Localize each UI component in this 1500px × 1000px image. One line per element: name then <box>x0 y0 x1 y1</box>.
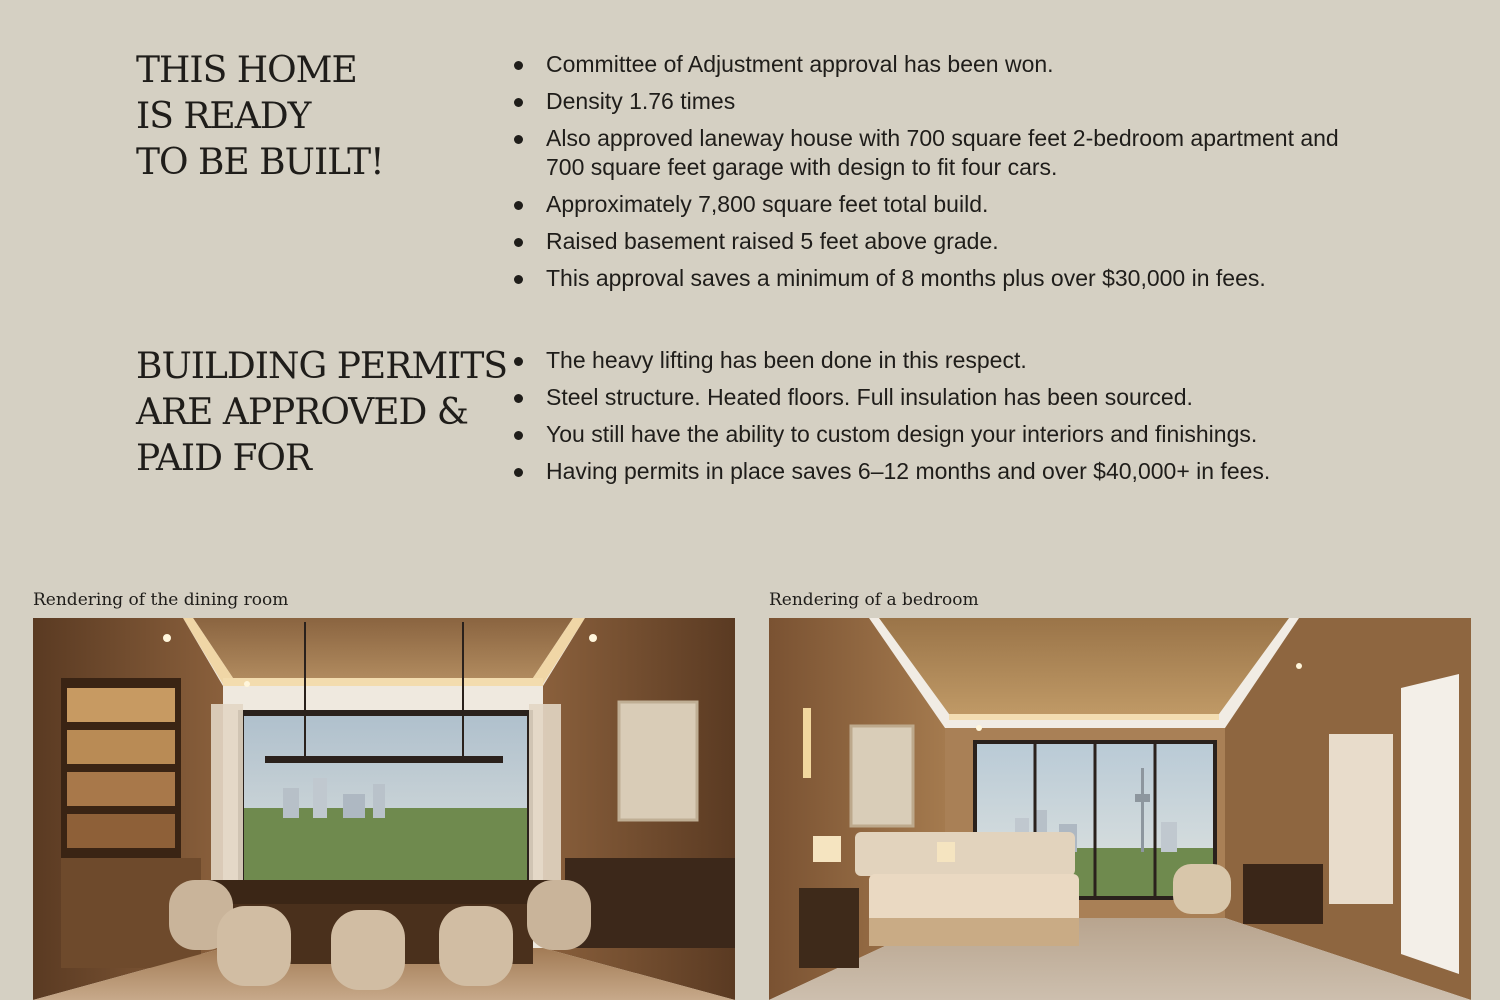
section-heading-permits <box>136 344 507 482</box>
heading-line: BUILDING PERMITS <box>136 346 508 387</box>
bullet-item: Approximately 7,800 square feet total build. <box>512 190 1412 219</box>
heading-line: ARE APPROVED & <box>136 392 468 433</box>
bullet-item: The heavy lifting has been done in this respect. <box>512 346 1412 375</box>
permits-bullet-list <box>512 346 1412 494</box>
bullet-item: Committee of Adjustment approval has been won. <box>512 50 1412 79</box>
bullet-item: Having permits in place saves 6–12 months and over $40,000+ in fees. <box>512 457 1412 486</box>
dining-room-image <box>33 618 735 1000</box>
bullet-item: Steel structure. Heated floors. Full insulation has been sourced. <box>512 383 1412 412</box>
bedroom-caption: Rendering of a bedroom <box>769 590 979 610</box>
heading-line: IS READY <box>136 96 311 137</box>
bullet-item: Density 1.76 times <box>512 87 1412 116</box>
section-building-permits <box>0 344 1500 504</box>
approval-bullet-list <box>512 50 1412 301</box>
dining-room-caption: Rendering of the dining room <box>33 590 289 610</box>
bullet-item: Also approved laneway house with 700 square feet 2-bedroom apartment and 700 square feet garage with design to fit four cars. <box>512 124 1366 182</box>
heading-line: TO BE BUILT! <box>136 142 384 183</box>
section-heading-ready <box>136 48 384 186</box>
bullet-item: This approval saves a minimum of 8 months plus over $30,000 in fees. <box>512 264 1412 293</box>
bullet-item: Raised basement raised 5 feet above grade. <box>512 227 1412 256</box>
heading-line: THIS HOME <box>136 50 357 91</box>
section-ready-to-build <box>0 48 1500 308</box>
bedroom-image <box>769 618 1471 1000</box>
bullet-item: You still have the ability to custom design your interiors and finishings. <box>512 420 1412 449</box>
heading-line: PAID FOR <box>136 438 312 479</box>
